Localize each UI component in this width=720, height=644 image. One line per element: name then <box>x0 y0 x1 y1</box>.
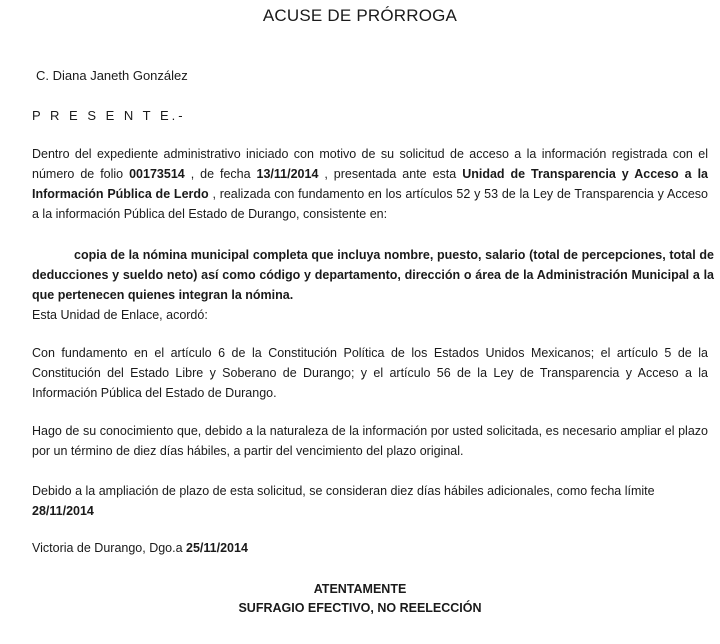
request-text: copia de la nómina municipal completa que incluya nombre, puesto, salario (total de percepciones, total de deducciones y sueldo neto) así como código y departamento, dirección o área de la Administración Municipal a la que pertenecen quienes integran la nómina. <box>32 248 714 302</box>
intro-text-b: , de fecha <box>184 167 257 181</box>
intro-text-c: , presentada ante esta <box>318 167 463 181</box>
intro-text-d: , realizada con fundamento en los artículos 52 y 53 de la Ley de Transparencia y Acceso a la información Pública del Estado de Durango, consistente en: <box>32 187 708 221</box>
signing-date: 25/11/2014 <box>186 541 248 555</box>
place: Victoria de Durango, Dgo.a <box>32 541 187 555</box>
agreed-line: Esta Unidad de Enlace, acordó: <box>32 308 208 322</box>
folio-number: 00173514 <box>129 167 185 181</box>
deadline-date: 28/11/2014 <box>32 504 94 518</box>
intro-text-a: Dentro del expediente administrativo iniciado con motivo de su solicitud de acceso a la información registrada con el número de folio <box>32 147 708 181</box>
document-title: ACUSE DE PRÓRROGA <box>262 6 458 25</box>
greeting: P R E S E N T E.- <box>32 108 186 123</box>
intro-paragraph <box>32 144 708 224</box>
closing-atentamente: ATENTAMENTE <box>313 582 407 596</box>
unit-name: Unidad de Transparencia y Acceso a la Información Pública de Lerdo <box>32 167 708 201</box>
place-date-line <box>32 541 248 555</box>
deadline-text: Debido a la ampliación de plazo de esta solicitud, se consideran diez días hábiles adicionales, como fecha límite <box>32 484 655 498</box>
extension-paragraph: Hago de su conocimiento que, debido a la naturaleza de la información por usted solicitada, es necesario ampliar el plazo por un término de diez días hábiles, a partir del vencimiento del plazo original. <box>32 424 708 458</box>
request-date: 13/11/2014 <box>256 167 319 181</box>
deadline-paragraph <box>32 481 708 521</box>
request-block <box>32 245 714 325</box>
legal-basis-paragraph: Con fundamento en el artículo 6 de la Constitución Política de los Estados Unidos Mexicanos; el artículo 5 de la Constitución del Estado Libre y Soberano de Durango; y el artículo 56 de la Ley de Transparencia y Acceso a la Información Pública del Estado de Durango. <box>32 346 708 400</box>
addressee: C. Diana Janeth González <box>36 68 188 83</box>
closing-motto: SUFRAGIO EFECTIVO, NO REELECCIÓN <box>238 601 482 615</box>
